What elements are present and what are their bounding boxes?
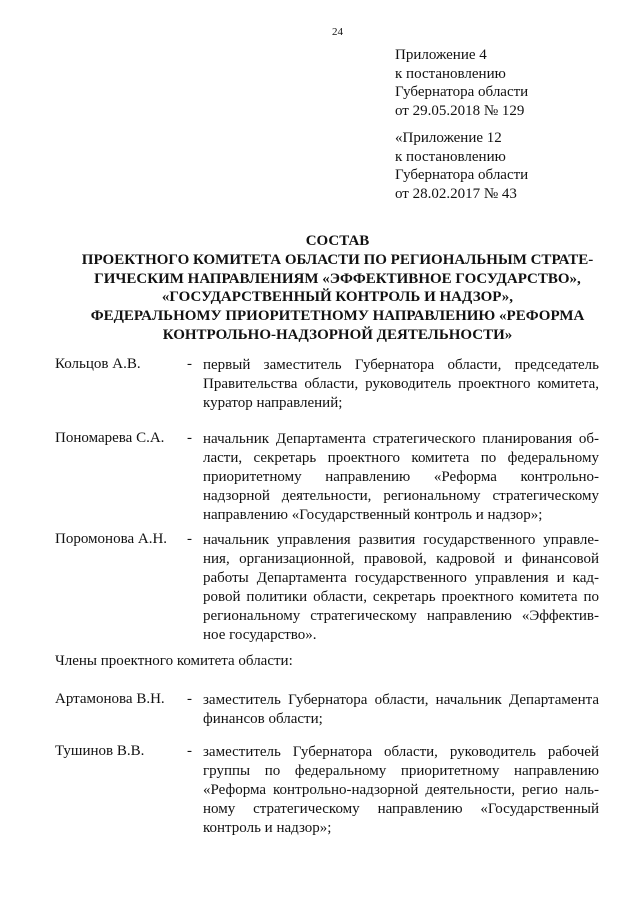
description-line: финансов области;	[203, 711, 323, 728]
annex-line: от 29.05.2018 № 129	[395, 102, 525, 119]
description-line: ния, организационной, правовой, кадровой и финансовой	[203, 551, 599, 568]
title-line: СОСТАВ	[305, 233, 370, 249]
description-line: приоритетному направлению «Реформа контрольно-	[203, 469, 599, 486]
member-dash: -	[187, 743, 192, 759]
annex-line: «Приложение 12	[395, 130, 502, 146]
title-line: ПРОЕКТНОГО КОМИТЕТА ОБЛАСТИ ПО РЕГИОНАЛЬНЫМ СТРАТЕ-	[81, 251, 594, 268]
member-description	[203, 743, 599, 838]
member-name: Кольцов А.В.	[55, 356, 141, 372]
member-dash: -	[187, 531, 192, 547]
member-description	[203, 356, 599, 413]
description-line: контроль и надзор»;	[203, 820, 332, 837]
annex-line: от 28.02.2017 № 43	[395, 185, 517, 202]
member-description	[203, 430, 599, 525]
member-dash: -	[187, 691, 192, 707]
description-line: заместитель Губернатора области, руководитель рабочей	[203, 744, 599, 760]
description-line: ровой политики области, секретарь проектного комитета по	[203, 589, 599, 606]
title-line: ФЕДЕРАЛЬНОМУ ПРИОРИТЕТНОМУ НАПРАВЛЕНИЮ «РЕФОРМА	[90, 308, 585, 325]
description-line: региональному стратегическому направлению «Эффектив-	[203, 608, 599, 625]
description-line: ласти, секретарь проектного комитета по федеральному	[203, 450, 599, 467]
document-title	[50, 232, 625, 345]
annex-line: Губернатора области	[395, 167, 529, 184]
member-name: Артамонова В.Н.	[55, 691, 165, 707]
title-line: КОНТРОЛЬНО-НАДЗОРНОЙ ДЕЯТЕЛЬНОСТИ»	[162, 326, 513, 343]
description-line: заместитель Губернатора области, начальник Департамента	[203, 692, 599, 708]
member-dash: -	[187, 356, 192, 372]
member-name: Тушинов В.В.	[55, 743, 145, 759]
description-line: «Реформа контрольно-надзорной деятельности, регио наль-	[203, 782, 599, 799]
members-heading: Члены проектного комитета области:	[55, 653, 293, 669]
description-line: Правительства области, руководитель проектного комитета,	[203, 376, 599, 393]
member-description	[203, 531, 599, 646]
description-line: куратор направлений;	[203, 395, 343, 412]
description-line: надзорной деятельности, региональному стратегическому	[203, 488, 599, 505]
annex-line: Приложение 4	[395, 47, 487, 63]
description-line: ному стратегическому направлению «Государственный	[203, 801, 599, 818]
annex-previous	[395, 129, 528, 203]
annex-line: Губернатора области	[395, 84, 529, 101]
description-line: начальник управления развития государственного управле-	[203, 532, 599, 548]
title-line: ГИЧЕСКИМ НАПРАВЛЕНИЯМ «ЭФФЕКТИВНОЕ ГОСУДАРСТВО»,	[94, 270, 581, 287]
description-line: направлению «Государственный контроль и надзор»;	[203, 507, 543, 524]
member-name: Пономарева С.А.	[55, 430, 165, 446]
description-line: первый заместитель Губернатора области, председатель	[203, 357, 599, 373]
member-name: Поромонова А.Н.	[55, 531, 168, 547]
member-description	[203, 691, 599, 729]
description-line: ное государство».	[203, 627, 317, 644]
description-line: группы по федеральному приоритетному направлению	[203, 763, 599, 780]
annex-current	[395, 46, 528, 120]
member-dash: -	[187, 430, 192, 446]
annex-line: к постановлению	[395, 148, 506, 165]
annex-line: к постановлению	[395, 65, 506, 82]
description-line: работы Департамента государственного управления и кад-	[203, 570, 599, 587]
description-line: начальник Департамента стратегического планирования об-	[203, 431, 599, 447]
title-line: «ГОСУДАРСТВЕННЫЙ КОНТРОЛЬ И НАДЗОР»,	[161, 289, 514, 306]
page-number: 24	[332, 26, 343, 38]
